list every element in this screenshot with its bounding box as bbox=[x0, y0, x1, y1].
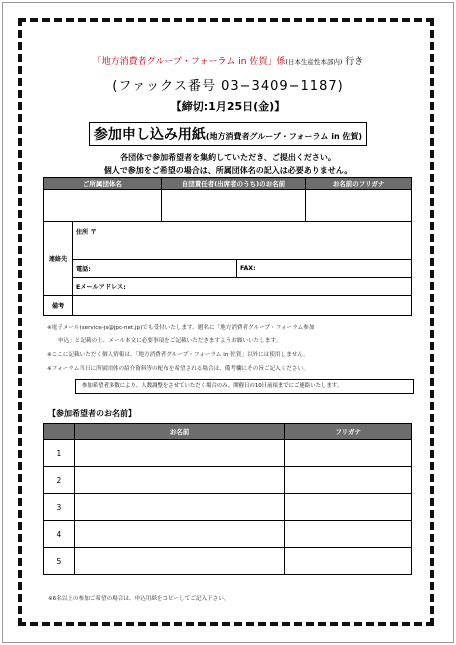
note-materials: ※フォーラム当日に所属団体の紹介資料等の配布を希望される場合は、備考欄にその旨ご記入ください。 bbox=[47, 366, 309, 372]
row-number: 4 bbox=[44, 521, 75, 548]
row-number: 2 bbox=[44, 467, 75, 494]
email-label: Eメールアドレス: bbox=[76, 284, 126, 291]
participants-footnote: ※6名以上の参加ご希望の場合は、申込用紙をコピーしてご記入下さい。 bbox=[48, 596, 230, 602]
furigana-header: お名前のフリガナ bbox=[306, 178, 412, 190]
intro-line-1: 各団体で参加希望者を集約していただき、ご提出ください。 bbox=[120, 153, 336, 162]
fax-field[interactable] bbox=[237, 260, 412, 278]
deadline: 【締切:1月25日(金)】 bbox=[170, 100, 286, 113]
participant-name-header: お名前 bbox=[74, 424, 285, 440]
form-title bbox=[0, 122, 456, 146]
org-name-field[interactable] bbox=[44, 190, 162, 222]
phone-label: 電話: bbox=[76, 266, 91, 273]
number-header bbox=[44, 424, 75, 440]
responsible-name-field[interactable] bbox=[161, 190, 305, 222]
participant-furigana-field[interactable] bbox=[285, 548, 412, 575]
remarks-label: 備考 bbox=[44, 296, 73, 316]
participant-name-field[interactable] bbox=[74, 521, 285, 548]
furigana-field[interactable] bbox=[306, 190, 412, 222]
responsible-name-header: 自団責任者(出席者のうち)のお名前 bbox=[161, 178, 305, 190]
participants-table bbox=[43, 423, 412, 575]
row-number: 1 bbox=[44, 440, 75, 467]
contact-table bbox=[43, 221, 412, 316]
destination-suffix: 行き bbox=[345, 57, 364, 67]
phone-field[interactable] bbox=[73, 260, 237, 278]
address-field[interactable] bbox=[73, 222, 412, 260]
fax-label: FAX: bbox=[240, 265, 256, 272]
email-field[interactable] bbox=[73, 278, 412, 296]
intro-line-2: 個人で参加をご希望の場合は、所属団体名の記入は必要ありません。 bbox=[103, 166, 353, 175]
fax-number: (ファックス番号 03−3409−1187) bbox=[112, 79, 344, 94]
participant-name-field[interactable] bbox=[74, 440, 285, 467]
row-number: 3 bbox=[44, 494, 75, 521]
destination-line bbox=[0, 54, 456, 67]
destination-org: (日本生産性本部内) bbox=[285, 58, 343, 66]
row-number: 5 bbox=[44, 548, 75, 575]
form-title-box bbox=[89, 122, 367, 146]
participant-furigana-field[interactable] bbox=[285, 467, 412, 494]
remarks-field[interactable] bbox=[73, 296, 412, 316]
participant-name-field[interactable] bbox=[74, 467, 285, 494]
org-name-header: ご所属団体名 bbox=[44, 178, 162, 190]
note-privacy: ※ここに記載いただく個人情報は、「地方消費者グループ・フォーラム in 佐賀」以外には使用しません。 bbox=[47, 352, 309, 358]
contact-label: 連絡先 bbox=[44, 222, 73, 296]
form-title-sub: (地方消費者グループ・フォーラム in 佐賀) bbox=[205, 132, 363, 141]
participant-furigana-header: フリガナ bbox=[285, 424, 412, 440]
participant-furigana-field[interactable] bbox=[285, 494, 412, 521]
destination-prefix: 「地方消費者グループ・フォーラム in 佐賀」係 bbox=[92, 57, 286, 67]
participant-furigana-field[interactable] bbox=[285, 440, 412, 467]
note-email-1: ※電子メール(service-js@jpc-net.jp)でも受付いたします。題名に「地方消費者グループ・フォーラム参加 bbox=[47, 325, 315, 331]
form-title-main: 参加申し込み用紙 bbox=[93, 127, 206, 143]
organization-table bbox=[43, 177, 412, 222]
note-email-2: 申込」と記載の上、メール本文に必要事項をご記載いただきますようお願いいたします。 bbox=[58, 338, 282, 344]
participants-section-title: 【参加希望者のお名前】 bbox=[48, 409, 136, 418]
address-label: 住所 〒 bbox=[76, 229, 97, 236]
participant-name-field[interactable] bbox=[74, 548, 285, 575]
adjustment-notice: 参加希望者多数により、人数調整をさせていただく場合のみ、開催日の10日前頃までにご連絡いたします。 bbox=[75, 379, 414, 394]
participant-name-field[interactable] bbox=[74, 494, 285, 521]
participant-furigana-field[interactable] bbox=[285, 521, 412, 548]
